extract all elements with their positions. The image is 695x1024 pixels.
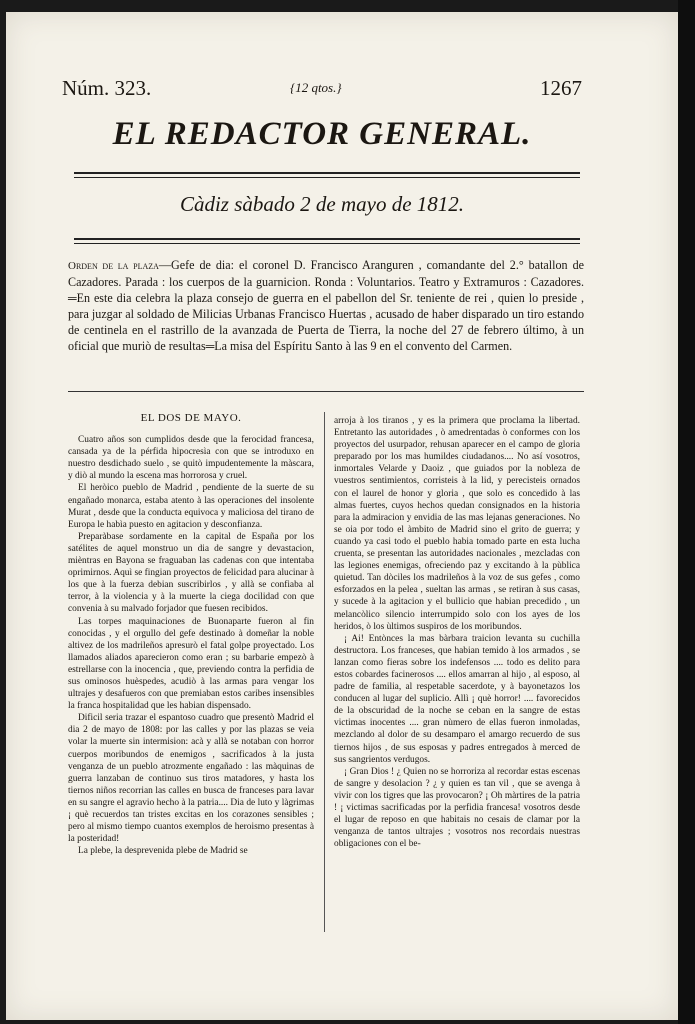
masthead-top-row — [62, 76, 582, 106]
paragraph: La plebe, la desprevenida plebe de Madrid se — [78, 846, 248, 857]
orden-label: Orden de la plaza — [68, 260, 159, 272]
paragraph: Dificil seria trazar el espantoso cuadro que presentò Madrid el dia 2 de mayo de 1808: por las calles y por las plazas se veia volar la muerte sin intermision: acà y allà se notaban con horror cuerpos moribundos de enemigos , sacrificados à la justa venganza de un pueblo atrozmente engañado : las màquinas de guerra lanzaban de continuo sus tiros matadores, y hasta los tiernos niños recorrian las calles en busca de franceses para lavar en su sangre el agravio hecho à la patria.... Dia de luto y làgrimas ¡ què recuerdos tan tristes excitas en los corazones sensibles ; pero al mismo tiempo cuantos exemplos de heroismo presentas à la posteridad! — [68, 713, 314, 845]
issue-number: Núm. 323. — [62, 76, 152, 100]
orden-text: —Gefe de dia: el coronel D. Francisco Aranguren , comandante del 2.° batallon de Cazadores. Parada : los cuerpos de la guarnicion. Ronda : Voluntarios. Teatro y Extramuros : Cazadores. ═En este dia celebra la plaza consejo de guerra en el pabellon del Sr. teniente de rei , quien lo preside , para juzgar al soldado de Milicias Urbanas Francisco Huertas , acusado de haber disparado un tiro estando de centinela en el rastrillo de la avanzada de Puerta de Tierra, la noche del 27 de febrero último, à un oficial que muriò de resultas═La misa del Espíritu Santo à las 9 en el convento del Carmen. — [68, 258, 584, 353]
page-number: 1267 — [540, 76, 582, 100]
paragraph: ¡ Gran Dios ! ¿ Quien no se horroriza al recordar estas escenas de sangre y desolacion ? ¿ y quien es tan vil , que se avenga à vivir con los tigres que las provocaron? ¡ Oh màrtires de la patria ! ¡ victimas sacrificadas por la perfidia francesa! vosotros desde el lugar de reposo en que habitais no cesais de clamar por la venganza de tantos ultrajes ; vosotros nos recordais nuestras obligaciones con el be- — [334, 766, 580, 850]
paragraph: Las torpes maquinaciones de Buonaparte fueron al fin conocidas , y el orgullo del gefe destinado à domeñar la noble altivez de los madrileños apresurò el fatal golpe proyectado. Los llamados aliados aparecieron como eran ; su barbarie empezò à estrellarse con la inocencia , que, previendo contra la perfidia de sus ominosos huèspedes, acudiò à las armas para vengar los ultrajes y desafueros con que premiaban estos caribes insensibles la franca hospitalidad que les habian dispensado. — [68, 616, 314, 712]
newspaper-page — [6, 12, 678, 1020]
issue-price: {12 qtos.} — [290, 80, 342, 95]
dateline-rule — [74, 238, 580, 244]
paragraph: arroja à los tiranos , y es la primera que proclama la libertad. Entretanto las autoridades , ò amedrentadas ò conformes con los proyectos del usurpador, rehusan aparecer en el campo de gloria preparado por los mas humildes ciudadanos.... No así vosotros, inmortales Velarde y Daoiz , que guiados por la nobleza de vuestros sentimientos, corristeis à la lid, y perecisteis ornados con el laurel de honor y gloria , que solo es concedido à las almas fuertes, cuyos hechos quedan consignados en la historia para la admiracion y envidia de las mas lejanas generaciones. No se oia por todo el àmbito de Madrid sino el grito de guerra; y cuando ya casi todo el pueblo habia tomado parte en esta lucha cruenta, se presentan las autoridades nacionales , mezcladas con las legiones enemigas, ofreciendo paz y excitando à la pùblica quietud. Tan dòciles los madrileños à la voz de sus gefes , como esforzados en la pelea , sueltan las armas , se retiran à sus casas, y sucede à la agitacion y el bullicio que habian precedido , un melancòlico silencio interrumpido solo con los ayes de los heridos, ò los ùltimos suspiros de los moribundos. — [334, 416, 580, 632]
section-rule — [68, 391, 584, 392]
article-heading: EL DOS DE MAYO. — [140, 412, 242, 424]
article-column-1 — [68, 412, 314, 857]
paragraph: El heròico pueblo de Madrid , pendiente de la suerte de su engañado monarca, estaba atento à las operaciones del insolente Murat , desde que la conducta equivoca y maliciosa del tirano de Europa le habìa puesto en agitacion y desconfianza. — [68, 483, 314, 530]
orden-de-la-plaza — [68, 257, 584, 354]
newspaper-title: EL REDACTOR GENERAL. — [112, 116, 532, 152]
column-divider — [324, 412, 325, 932]
dateline: Càdiz sàbado 2 de mayo de 1812. — [179, 192, 465, 216]
paragraph: Preparàbase sordamente en la capital de España por los satélites de aquel monstruo un dia de sangre y devastacion, mièntras en Bayona se fraguaban las cadenas con que intentaba oprimirnos. Aquì se fingian proyectos de felicidad para alucinar à los que à la fuerza debian suscribirlos , y allà se confiaba al terror, à la violencia y à la muerte la ciega docilidad con que convenia à su malvado forjador que fuesen recibidos. — [68, 531, 314, 615]
scan-edge — [678, 0, 695, 1024]
article-column-2 — [334, 415, 580, 850]
title-rule — [74, 172, 580, 178]
paragraph: Cuatro años son cumplidos desde que la ferocidad francesa, cansada ya de la pérfida hipocresìa con que se introduxo en nuestro desdichado suelo , se quitò impudentemente la màscara, y diò al mundo la escena mas horrorosa y cruel. — [68, 435, 314, 482]
paragraph: ¡ Ai! Entònces la mas bàrbara traicion levanta su cuchilla destructora. Los franceses, que habian temido à los armados , se lanzan como fieras sobre los indefensos .... todo es delito para estos cobardes facinerosos .... ellos amarran al hijo , al esposo, al padre de familia, al respetable sacerdote, y à bayonetazos los conducen al lugar del suplicio. Allì ¡ què horror! .... favorecidos de la obscuridad de la noche se ceban en la sangre de estas victimas inocentes .... gran nùmero de ellas fueron inmoladas, mezclando al dolor de su desamparo el amargo recuerdo de sus tiernos hijos , de sus esposas y padres entregados à merced de sus sangrientos verdugos. — [334, 633, 580, 765]
